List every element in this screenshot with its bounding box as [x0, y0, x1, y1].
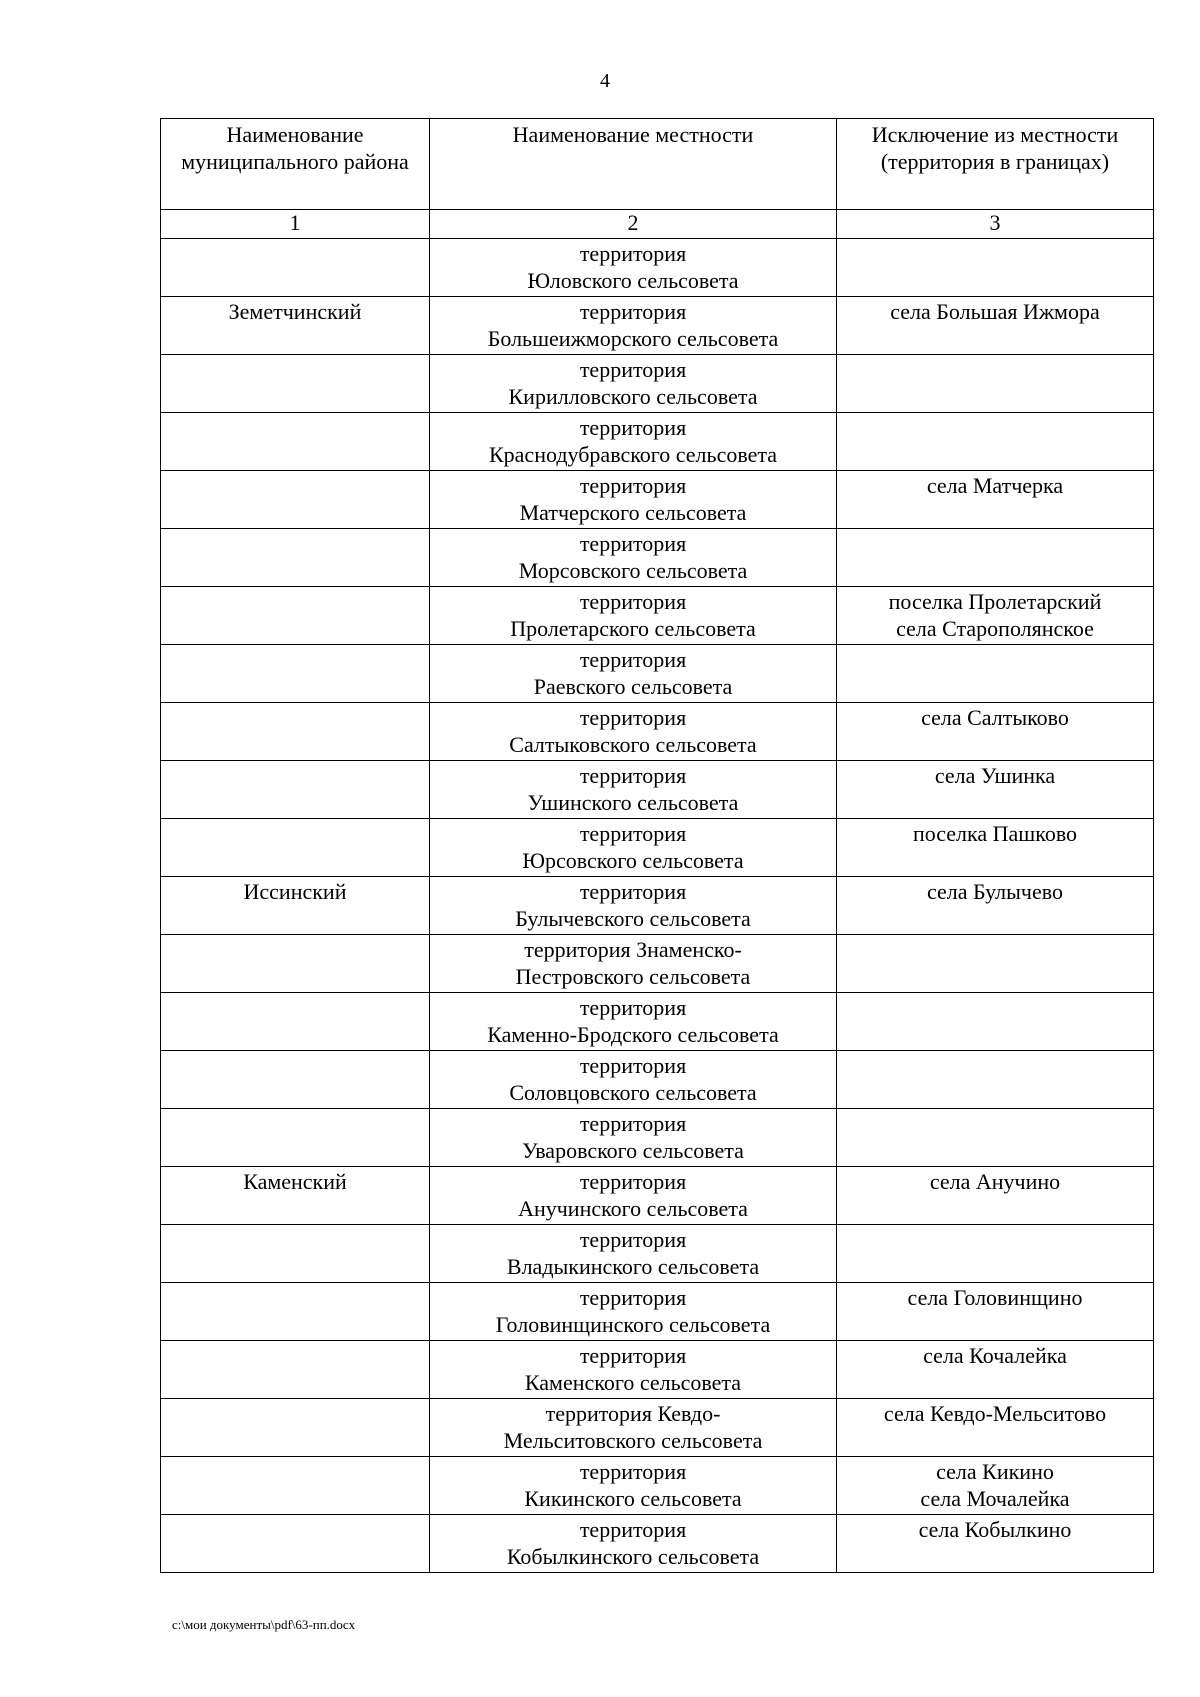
cell-exclusion: села Ушинка	[837, 761, 1154, 819]
cell-exclusion: села Анучино	[837, 1167, 1154, 1225]
cell-locality: территория Соловцовского сельсовета	[430, 1051, 837, 1109]
table-row	[161, 529, 1154, 587]
cell-locality: территория Салтыковского сельсовета	[430, 703, 837, 761]
cell-exclusion	[837, 355, 1154, 413]
cell-exclusion	[837, 413, 1154, 471]
cell-locality: территория Раевского сельсовета	[430, 645, 837, 703]
cell-exclusion: села Кевдо-Мельситово	[837, 1399, 1154, 1457]
cell-district: Каменский	[161, 1167, 430, 1225]
cell-exclusion: поселка Пашково	[837, 819, 1154, 877]
cell-exclusion	[837, 1051, 1154, 1109]
cell-exclusion	[837, 993, 1154, 1051]
table-row	[161, 413, 1154, 471]
cell-exclusion: села Булычево	[837, 877, 1154, 935]
cell-locality: территория Каменского сельсовета	[430, 1341, 837, 1399]
table-row	[161, 819, 1154, 877]
table-header-row	[161, 119, 1154, 210]
cell-exclusion: села Кочалейка	[837, 1341, 1154, 1399]
cell-locality: территория Юрсовского сельсовета	[430, 819, 837, 877]
table-row	[161, 587, 1154, 645]
cell-district	[161, 471, 430, 529]
cell-district	[161, 1225, 430, 1283]
table-row	[161, 1167, 1154, 1225]
cell-exclusion: села Салтыково	[837, 703, 1154, 761]
cell-district	[161, 935, 430, 993]
table-row	[161, 1399, 1154, 1457]
table-row	[161, 1225, 1154, 1283]
table-row	[161, 239, 1154, 297]
table-row	[161, 761, 1154, 819]
column-number-2: 2	[430, 210, 837, 239]
cell-locality: территория Булычевского сельсовета	[430, 877, 837, 935]
cell-exclusion	[837, 1109, 1154, 1167]
cell-locality: территория Краснодубравского сельсовета	[430, 413, 837, 471]
localities-table	[160, 118, 1154, 1573]
footer-file-path: c:\мои документы\pdf\63-пп.docx	[172, 1617, 356, 1632]
cell-district	[161, 355, 430, 413]
cell-exclusion	[837, 935, 1154, 993]
column-number-row	[161, 210, 1154, 239]
cell-locality: территория Морсовского сельсовета	[430, 529, 837, 587]
header-district: Наименование муниципального района	[161, 119, 430, 210]
cell-district	[161, 529, 430, 587]
cell-exclusion	[837, 645, 1154, 703]
cell-locality: территория Знаменско- Пестровского сельсовета	[430, 935, 837, 993]
cell-district	[161, 1283, 430, 1341]
cell-locality: территория Кевдо- Мельситовского сельсовета	[430, 1399, 837, 1457]
cell-locality: территория Кобылкинского сельсовета	[430, 1515, 837, 1573]
table-row	[161, 1109, 1154, 1167]
table-row	[161, 877, 1154, 935]
cell-locality: территория Большеижморского сельсовета	[430, 297, 837, 355]
cell-locality: территория Головинщинского сельсовета	[430, 1283, 837, 1341]
cell-locality: территория Кикинского сельсовета	[430, 1457, 837, 1515]
table-row	[161, 355, 1154, 413]
cell-locality: территория Матчерского сельсовета	[430, 471, 837, 529]
cell-district	[161, 993, 430, 1051]
cell-exclusion: поселка Пролетарский села Старополянское	[837, 587, 1154, 645]
header-locality: Наименование местности	[430, 119, 837, 210]
table-row	[161, 993, 1154, 1051]
cell-exclusion: села Головинщино	[837, 1283, 1154, 1341]
cell-district	[161, 239, 430, 297]
column-number-3: 3	[837, 210, 1154, 239]
cell-district: Земетчинский	[161, 297, 430, 355]
cell-exclusion	[837, 529, 1154, 587]
cell-district	[161, 1341, 430, 1399]
cell-locality: территория Владыкинского сельсовета	[430, 1225, 837, 1283]
cell-locality: территория Кирилловского сельсовета	[430, 355, 837, 413]
cell-district	[161, 1109, 430, 1167]
cell-district	[161, 1515, 430, 1573]
cell-locality: территория Пролетарского сельсовета	[430, 587, 837, 645]
cell-district	[161, 1399, 430, 1457]
cell-exclusion: села Кикино села Мочалейка	[837, 1457, 1154, 1515]
cell-district	[161, 1457, 430, 1515]
table-row	[161, 1515, 1154, 1573]
cell-locality: территория Юловского сельсовета	[430, 239, 837, 297]
cell-district: Иссинский	[161, 877, 430, 935]
header-exclusion: Исключение из местности (территория в границах)	[837, 119, 1154, 210]
cell-district	[161, 587, 430, 645]
cell-locality: территория Каменно-Бродского сельсовета	[430, 993, 837, 1051]
cell-locality: территория Уваровского сельсовета	[430, 1109, 837, 1167]
cell-exclusion: села Матчерка	[837, 471, 1154, 529]
table-row	[161, 1341, 1154, 1399]
cell-exclusion: села Кобылкино	[837, 1515, 1154, 1573]
cell-exclusion	[837, 239, 1154, 297]
table-row	[161, 471, 1154, 529]
table-row	[161, 703, 1154, 761]
page-number: 4	[600, 70, 610, 92]
cell-district	[161, 819, 430, 877]
table-body	[161, 119, 1154, 1573]
cell-exclusion	[837, 1225, 1154, 1283]
cell-district	[161, 761, 430, 819]
cell-locality: территория Анучинского сельсовета	[430, 1167, 837, 1225]
cell-district	[161, 1051, 430, 1109]
cell-exclusion: села Большая Ижмора	[837, 297, 1154, 355]
table-row	[161, 1051, 1154, 1109]
table-row	[161, 1283, 1154, 1341]
cell-district	[161, 645, 430, 703]
cell-locality: территория Ушинского сельсовета	[430, 761, 837, 819]
table-row	[161, 645, 1154, 703]
table-row	[161, 1457, 1154, 1515]
table-row	[161, 297, 1154, 355]
cell-district	[161, 413, 430, 471]
cell-district	[161, 703, 430, 761]
table-row	[161, 935, 1154, 993]
column-number-1: 1	[161, 210, 430, 239]
